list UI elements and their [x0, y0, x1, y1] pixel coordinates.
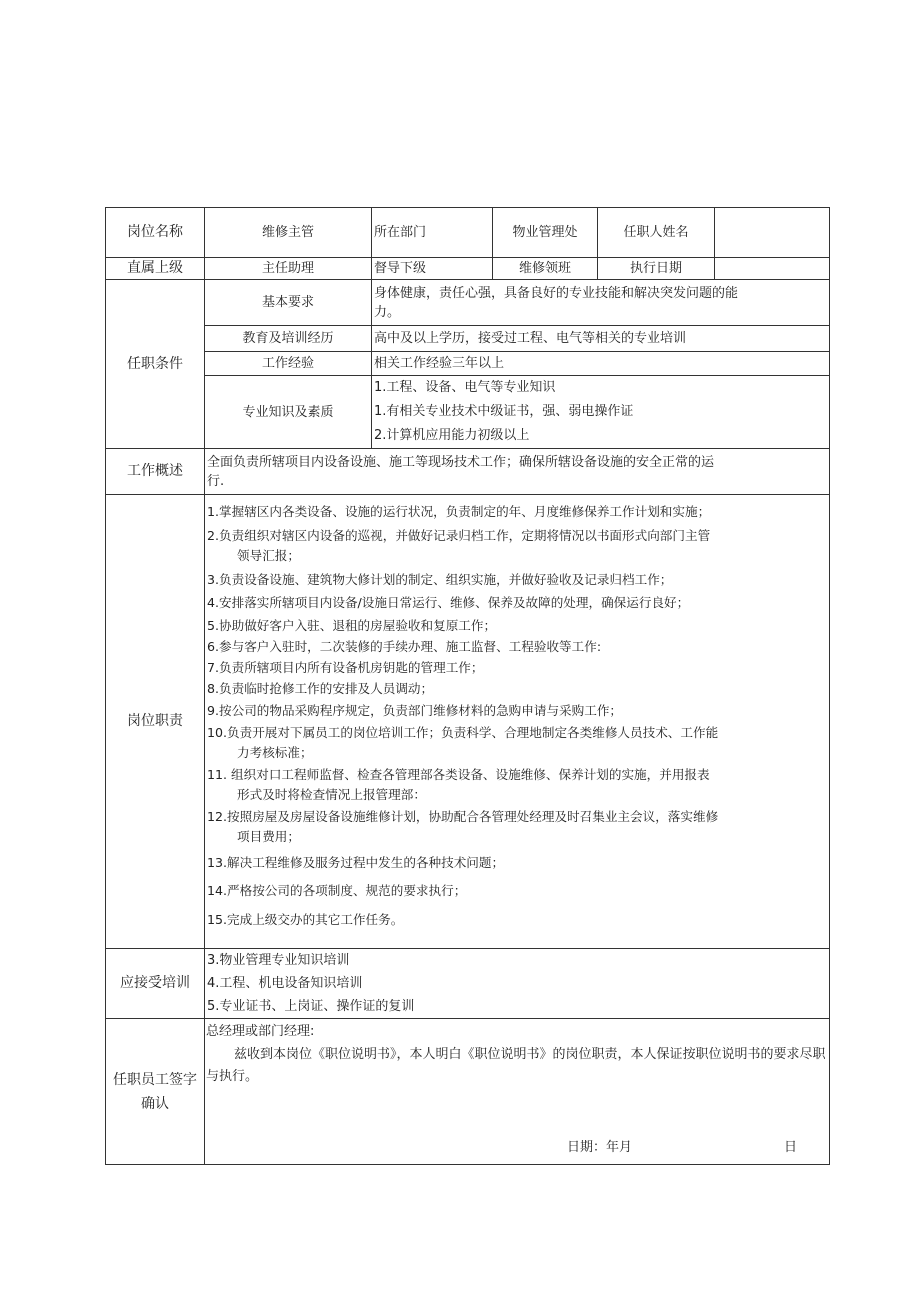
training-line: 3.物业管理专业知识培训 [207, 953, 350, 968]
superior-value: 主任助理 [205, 258, 372, 280]
signature-label-line1: 任职员工签字 [113, 1071, 197, 1088]
position-label: 岗位名称 [106, 208, 205, 258]
training-line: 5.专业证书、上岗证、操作证的复训 [207, 999, 415, 1014]
qualifications-label: 任职条件 [106, 280, 205, 449]
qual-label-education: 教育及培训经历 [205, 326, 372, 352]
exec-date-label: 执行日期 [598, 258, 715, 280]
duty-item: 6.参与客户入驻时，二次装修的手续办理、施工监督、工程验收等工作: [207, 639, 602, 654]
duty-item: 9.按公司的物品采购程序规定，负责部门维修材料的急购申请与采购工作； [207, 703, 623, 718]
exec-date-value [715, 258, 830, 280]
signature-label-line2: 确认 [141, 1095, 169, 1112]
qual-row-basic [106, 280, 830, 326]
qual-row-experience [106, 352, 830, 376]
subordinate-value: 维修领班 [493, 258, 598, 280]
qual-value-basic [372, 280, 830, 326]
qual-basic-line: 力。 [374, 304, 401, 320]
signature-row [106, 1019, 830, 1165]
signature-area [205, 1019, 830, 1165]
qual-basic-line: 身体健康，责任心强，具备良好的专业技能和解决突发问题的能 [374, 285, 739, 301]
signature-label [106, 1019, 205, 1165]
duty-item: 13.解决工程维修及服务过程中发生的各种技术问题； [207, 855, 505, 870]
duty-item: 14.严格按公司的各项制度、规范的要求执行； [207, 883, 467, 898]
training-label: 应接受培训 [106, 949, 205, 1019]
qual-row-knowledge [106, 376, 830, 449]
duty-item: 12.按照房屋及房屋设备设施维修计划，协助配合各管理处经理及时召集业主会议，落实维修 项目费用； [207, 809, 719, 844]
superior-label: 直属上级 [106, 258, 205, 280]
qual-value-knowledge [372, 376, 830, 449]
job-description-table [105, 207, 830, 1165]
dept-value: 物业管理处 [493, 208, 598, 258]
signature-day-label: 日 [784, 1140, 798, 1155]
holder-label: 任职人姓名 [598, 208, 715, 258]
holder-value [715, 208, 830, 258]
overview-value [205, 449, 830, 495]
duty-item: 10.负责开展对下属员工的岗位培训工作；负责科学、合理地制定各类维修人员技术、工作能 力考核标准； [207, 725, 719, 760]
qual-label-knowledge: 专业知识及素质 [205, 376, 372, 449]
duty-item: 15.完成上级交办的其它工作任务。 [207, 912, 404, 927]
duty-item: 7.负责所辖项目内所有设备机房钥匙的管理工作； [207, 660, 484, 675]
qual-label-basic: 基本要求 [205, 280, 372, 326]
qual-row-education [106, 326, 830, 352]
qual-knowledge-line: 1.有相关专业技术中级证书，强、弱电操作证 [374, 404, 634, 419]
duty-item: 4.安排落实所辖项目内设备/设施日常运行、维修、保养及故障的处理，确保运行良好； [207, 595, 690, 610]
qual-value-education: 高中及以上学历，接受过工程、电气等相关的专业培训 [372, 326, 830, 352]
signature-heading: 总经理或部门经理: [206, 1024, 315, 1039]
duty-item: 5.协助做好客户入驻、退租的房屋验收和复原工作； [207, 618, 497, 633]
training-list [205, 949, 830, 1019]
duties-label: 岗位职责 [106, 495, 205, 949]
duties-row [106, 495, 830, 949]
position-value: 维修主管 [205, 208, 372, 258]
qual-value-experience: 相关工作经验三年以上 [372, 352, 830, 376]
signature-date-label: 日期：年月 [567, 1140, 633, 1155]
duty-item: 3.负责设备设施、建筑物大修计划的制定、组织实施，并做好验收及记录归档工作； [207, 572, 673, 587]
header-row-2 [106, 258, 830, 280]
dept-label: 所在部门 [372, 208, 493, 258]
qual-label-experience: 工作经验 [205, 352, 372, 376]
training-row [106, 949, 830, 1019]
duty-item: 8.负责临时抢修工作的安排及人员调动； [207, 681, 434, 696]
overview-row [106, 449, 830, 495]
duties-list [205, 495, 830, 949]
training-line: 4.工程、机电设备知识培训 [207, 976, 363, 991]
overview-label: 工作概述 [106, 449, 205, 495]
overview-line: 行. [207, 473, 225, 489]
duty-item: 11. 组织对口工程师监督、检查各管理部各类设备、设施维修、保养计划的实施，并用报表 形式及时将检查情况上报管理部： [207, 767, 710, 802]
overview-line: 全面负责所辖项目内设备设施、施工等现场技术工作；确保所辖设备设施的安全正常的运 [207, 454, 715, 470]
signature-statement: 兹收到本岗位《职位说明书》，本人明白《职位说明书》的岗位职责，本人保证按职位说明书的要求尽职与执行。 [206, 1047, 826, 1084]
subordinate-label: 督导下级 [372, 258, 493, 280]
header-row-1 [106, 208, 830, 258]
duty-item: 2.负责组织对辖区内设备的巡视，并做好记录归档工作，定期将情况以书面形式向部门主管 领导汇报； [207, 528, 711, 563]
qual-knowledge-line: 1.工程、设备、电气等专业知识 [374, 380, 556, 395]
qual-knowledge-line: 2.计算机应用能力初级以上 [374, 428, 530, 443]
duty-item: 1.掌握辖区内各类设备、设施的运行状况，负责制定的年、月度维修保养工作计划和实施； [207, 504, 711, 519]
